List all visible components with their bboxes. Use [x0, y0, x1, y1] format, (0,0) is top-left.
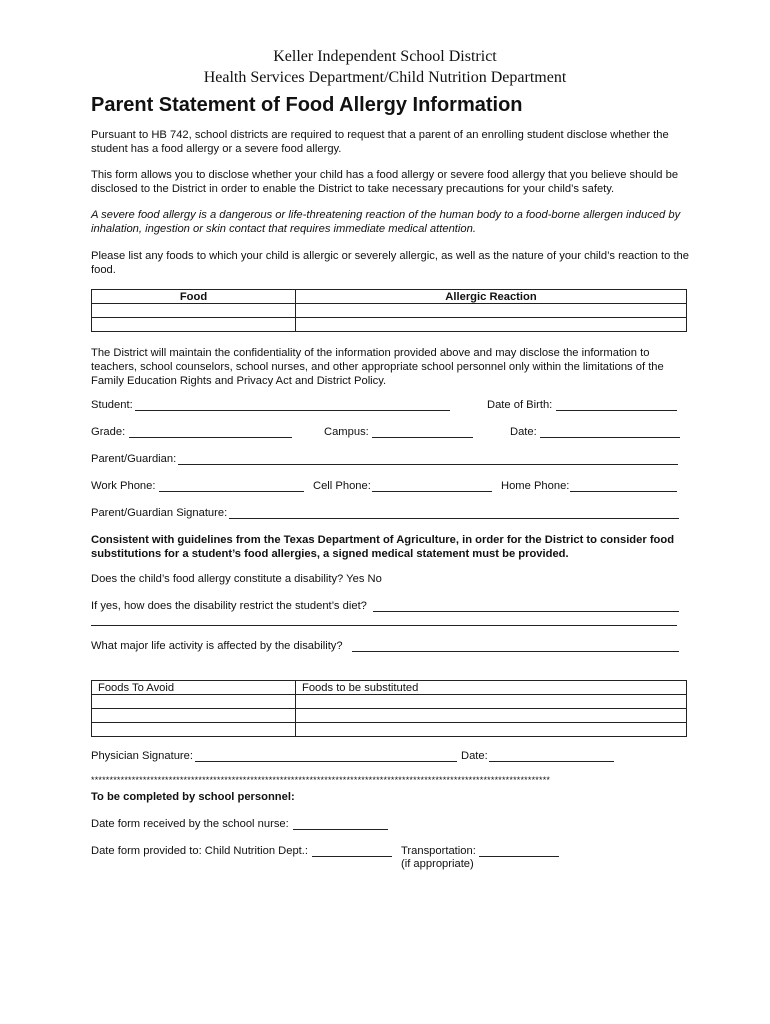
transportation-field[interactable]	[479, 856, 559, 857]
physician-date-field[interactable]	[489, 761, 614, 762]
school-personnel-heading: To be completed by school personnel:	[91, 791, 295, 803]
parent-signature-label: Parent/Guardian Signature:	[91, 507, 228, 519]
life-activity-field[interactable]	[352, 651, 679, 652]
campus-label: Campus:	[324, 426, 369, 438]
allergy-table-header-reaction: Allergic Reaction	[296, 290, 687, 304]
food-avoid-cell[interactable]	[92, 723, 296, 737]
grade-field[interactable]	[129, 437, 292, 438]
physician-signature-field[interactable]	[195, 761, 457, 762]
intro-paragraph-4: Please list any foods to which your child is allergic or severely allergic, as well as the nature of your child’s reaction to the food.	[91, 250, 689, 276]
form-title: Parent Statement of Food Allergy Information	[91, 94, 523, 116]
food-avoid-cell[interactable]	[92, 709, 296, 723]
allergy-reaction-cell[interactable]	[296, 304, 687, 318]
work-phone-field[interactable]	[159, 491, 304, 492]
restrict-answer-field-line-2[interactable]	[91, 625, 677, 626]
allergy-reaction-cell[interactable]	[296, 318, 687, 332]
physician-signature-label: Physician Signature:	[91, 750, 193, 762]
date-received-field[interactable]	[293, 829, 388, 830]
intro-paragraph-1: Pursuant to HB 742, school districts are required to request that a parent of an enrolling student disclose whether the student has a food allergy or a severe food allergy.	[91, 129, 669, 155]
dob-label: Date of Birth:	[487, 399, 553, 411]
home-phone-label: Home Phone:	[501, 480, 570, 492]
restrict-answer-field[interactable]	[373, 611, 679, 612]
guidelines-paragraph: Consistent with guidelines from the Texas Department of Agriculture, in order for the District to consider food substitutions for a student’s food allergies, a signed medical statement must be provided.	[91, 534, 675, 560]
transportation-label: Transportation:	[401, 845, 476, 857]
food-substitute-cell[interactable]	[296, 695, 687, 709]
dob-field[interactable]	[556, 410, 677, 411]
substitution-header-substitute: Foods to be substituted	[296, 681, 687, 695]
intro-paragraph-2: This form allows you to disclose whether your child has a food allergy or severe food allergy that you believe should be disclosed to the District in order to enable the District to take necessary precautions for your child’s safety.	[91, 169, 679, 195]
disability-question: Does the child’s food allergy constitute a disability? Yes No	[91, 573, 382, 585]
district-name: Keller Independent School District	[273, 48, 497, 65]
student-label: Student:	[91, 399, 133, 411]
date-label: Date:	[510, 426, 537, 438]
home-phone-field[interactable]	[570, 491, 677, 492]
confidentiality-paragraph: The District will maintain the confidentiality of the information provided above and may disclose the information to teachers, school counselors, school nurses, and other appropriate school personnel only within the limitations of the Family Education Rights and Privacy Act and District Policy.	[91, 347, 664, 387]
food-substitute-cell[interactable]	[296, 723, 687, 737]
if-appropriate-note: (if appropriate)	[401, 858, 474, 870]
allergy-table	[91, 289, 687, 332]
intro-paragraph-3: A severe food allergy is a dangerous or life-threatening reaction of the human body to a food-borne allergen induced by inhalation, ingestion or skin contact that requires immediate medical attention.	[91, 209, 681, 235]
parent-label: Parent/Guardian:	[91, 453, 177, 465]
date-received-label: Date form received by the school nurse:	[91, 818, 289, 830]
cell-phone-field[interactable]	[372, 491, 492, 492]
food-avoid-cell[interactable]	[92, 695, 296, 709]
physician-date-label: Date:	[461, 750, 488, 762]
allergy-food-cell[interactable]	[92, 318, 296, 332]
date-provided-field[interactable]	[312, 856, 392, 857]
allergy-table-header-food: Food	[92, 290, 296, 304]
parent-field[interactable]	[178, 464, 678, 465]
date-provided-label: Date form provided to: Child Nutrition Dept.:	[91, 845, 309, 857]
grade-label: Grade:	[91, 426, 126, 438]
substitution-header-avoid: Foods To Avoid	[92, 681, 296, 695]
cell-phone-label: Cell Phone:	[313, 480, 371, 492]
restrict-question: If yes, how does the disability restrict the student’s diet?	[91, 600, 367, 612]
campus-field[interactable]	[372, 437, 473, 438]
department-name: Health Services Department/Child Nutrition Department	[203, 69, 567, 86]
work-phone-label: Work Phone:	[91, 480, 156, 492]
substitution-table	[91, 680, 687, 737]
parent-signature-field[interactable]	[229, 518, 679, 519]
date-field[interactable]	[540, 437, 680, 438]
student-field[interactable]	[135, 410, 450, 411]
allergy-food-cell[interactable]	[92, 304, 296, 318]
section-separator: ****************************************************************************************************************************	[91, 775, 551, 785]
food-substitute-cell[interactable]	[296, 709, 687, 723]
life-activity-question: What major life activity is affected by the disability?	[91, 640, 343, 652]
